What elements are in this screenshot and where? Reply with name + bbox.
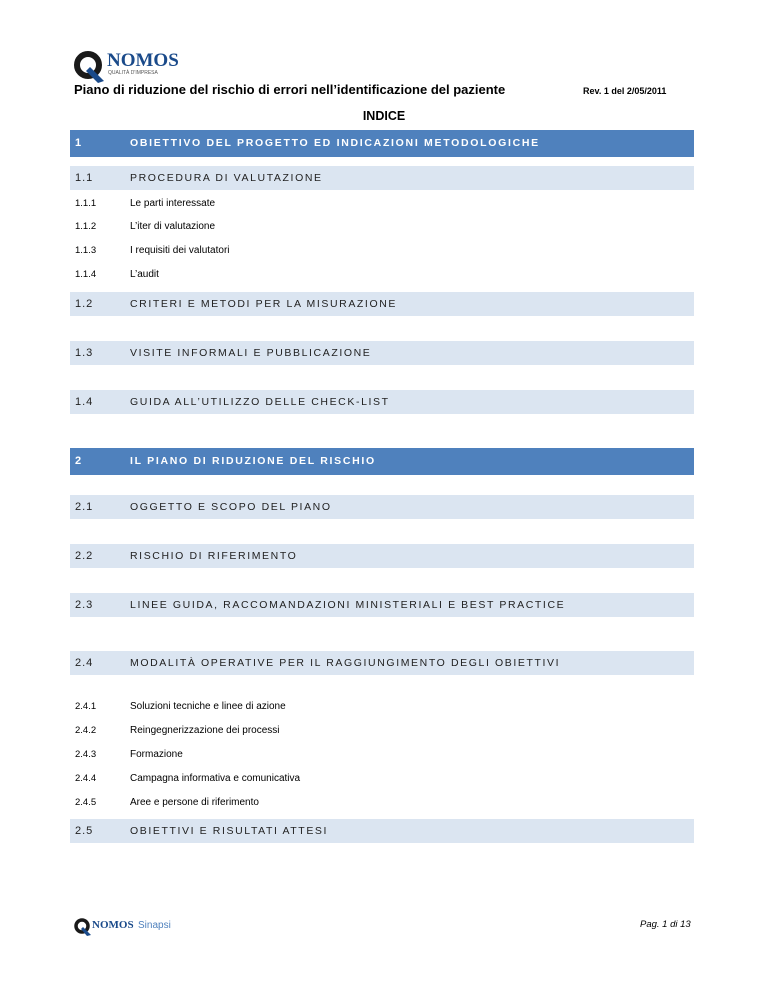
toc-entry-number: 2.1	[75, 501, 94, 513]
toc-entry-number: 1.1	[75, 172, 94, 184]
toc-entry-label: Le parti interessate	[130, 198, 216, 209]
page-number: Pag. 1 di 13	[640, 919, 691, 930]
toc-entry-number: 2.4.3	[75, 749, 97, 760]
toc-entry-label: RISCHIO DI RIFERIMENTO	[130, 550, 298, 562]
toc-entry-2-4-2[interactable]	[70, 723, 694, 741]
toc-entry-number: 2.5	[75, 825, 94, 837]
toc-entry-number: 1	[75, 137, 82, 149]
toc-entry-label: OBIETTIVI E RISULTATI ATTESI	[130, 825, 329, 837]
toc-entry-1-1-4[interactable]	[70, 267, 694, 285]
toc-entry-2-4-1[interactable]	[70, 699, 694, 717]
toc-entry-1-1[interactable]	[70, 166, 694, 190]
logo-tagline: QUALITÀ D'IMPRESA	[108, 70, 158, 76]
toc-entry-label: GUIDA ALL’UTILIZZO DELLE CHECK-LIST	[130, 396, 390, 408]
toc-entry-2-4-5[interactable]	[70, 795, 694, 813]
toc-entry-number: 1.3	[75, 347, 94, 359]
toc-entry-label: Reingegnerizzazione dei processi	[130, 725, 280, 736]
toc-entry-label: LINEE GUIDA, RACCOMANDAZIONI MINISTERIALI E BEST PRACTICE	[130, 599, 566, 611]
nomos-logo	[74, 45, 194, 85]
toc-entry-number: 1.2	[75, 298, 94, 310]
toc-entry-label: MODALITÀ OPERATIVE PER IL RAGGIUNGIMENTO DEGLI OBIETTIVI	[130, 657, 561, 669]
toc-entry-number: 1.1.3	[75, 245, 97, 256]
toc-entry-label: L’audit	[130, 269, 159, 280]
toc-entry-label: Aree e persone di riferimento	[130, 797, 259, 808]
toc-entry-label: Formazione	[130, 749, 183, 760]
toc-heading: INDICE	[362, 109, 406, 123]
toc-entry-label: PROCEDURA DI VALUTAZIONE	[130, 172, 323, 184]
toc-entry-label: Campagna informativa e comunicativa	[130, 773, 301, 784]
toc-entry-2-4-3[interactable]	[70, 747, 694, 765]
footer-product: Sinapsi	[138, 920, 171, 931]
toc-entry-2-5[interactable]	[70, 819, 694, 843]
toc-entry-number: 1.1.4	[75, 269, 97, 280]
toc-entry-1-3[interactable]	[70, 341, 694, 365]
toc-entry-number: 2.2	[75, 550, 94, 562]
toc-entry-number: 2.4.4	[75, 773, 97, 784]
toc-entry-1[interactable]	[70, 130, 694, 157]
toc-entry-label: L’iter di valutazione	[130, 221, 216, 232]
toc-entry-number: 2.4.2	[75, 725, 97, 736]
toc-entry-1-1-3[interactable]	[70, 243, 694, 261]
toc-entry-number: 2.4.1	[75, 701, 97, 712]
logo-brand: NOMOS	[107, 50, 179, 71]
toc-entry-1-1-1[interactable]	[70, 196, 694, 214]
toc-entry-1-1-2[interactable]	[70, 219, 694, 237]
toc-entry-2-4-4[interactable]	[70, 771, 694, 789]
toc-entry-2-4[interactable]	[70, 651, 694, 675]
toc-entry-number: 1.4	[75, 396, 94, 408]
revision-label: Rev. 1 del 2/05/2011	[583, 86, 667, 96]
document-title: Piano di riduzione del rischio di errori nell’identificazione del paziente	[74, 82, 506, 97]
toc-entry-label: VISITE INFORMALI E PUBBLICAZIONE	[130, 347, 372, 359]
toc-entry-label: CRITERI E METODI PER LA MISURAZIONE	[130, 298, 398, 310]
toc-entry-label: Soluzioni tecniche e linee di azione	[130, 701, 286, 712]
toc-entry-label: OGGETTO E SCOPO DEL PIANO	[130, 501, 332, 513]
footer-brand: NOMOS	[92, 919, 134, 931]
toc-entry-1-2[interactable]	[70, 292, 694, 316]
toc-entry-number: 1.1.2	[75, 221, 97, 232]
toc-entry-2-1[interactable]	[70, 495, 694, 519]
toc-entry-label: IL PIANO DI RIDUZIONE DEL RISCHIO	[130, 455, 376, 467]
toc-entry-label: OBIETTIVO DEL PROGETTO ED INDICAZIONI METODOLOGICHE	[130, 137, 540, 149]
toc-entry-number: 1.1.1	[75, 198, 97, 209]
toc-entry-2[interactable]	[70, 448, 694, 475]
toc-entry-number: 2.3	[75, 599, 94, 611]
footer-logo	[74, 915, 194, 937]
toc-entry-label: I requisiti dei valutatori	[130, 245, 230, 256]
toc-entry-2-2[interactable]	[70, 544, 694, 568]
toc-entry-number: 2	[75, 455, 82, 467]
toc-entry-1-4[interactable]	[70, 390, 694, 414]
toc-entry-2-3[interactable]	[70, 593, 694, 617]
toc-entry-number: 2.4	[75, 657, 94, 669]
toc-entry-number: 2.4.5	[75, 797, 97, 808]
